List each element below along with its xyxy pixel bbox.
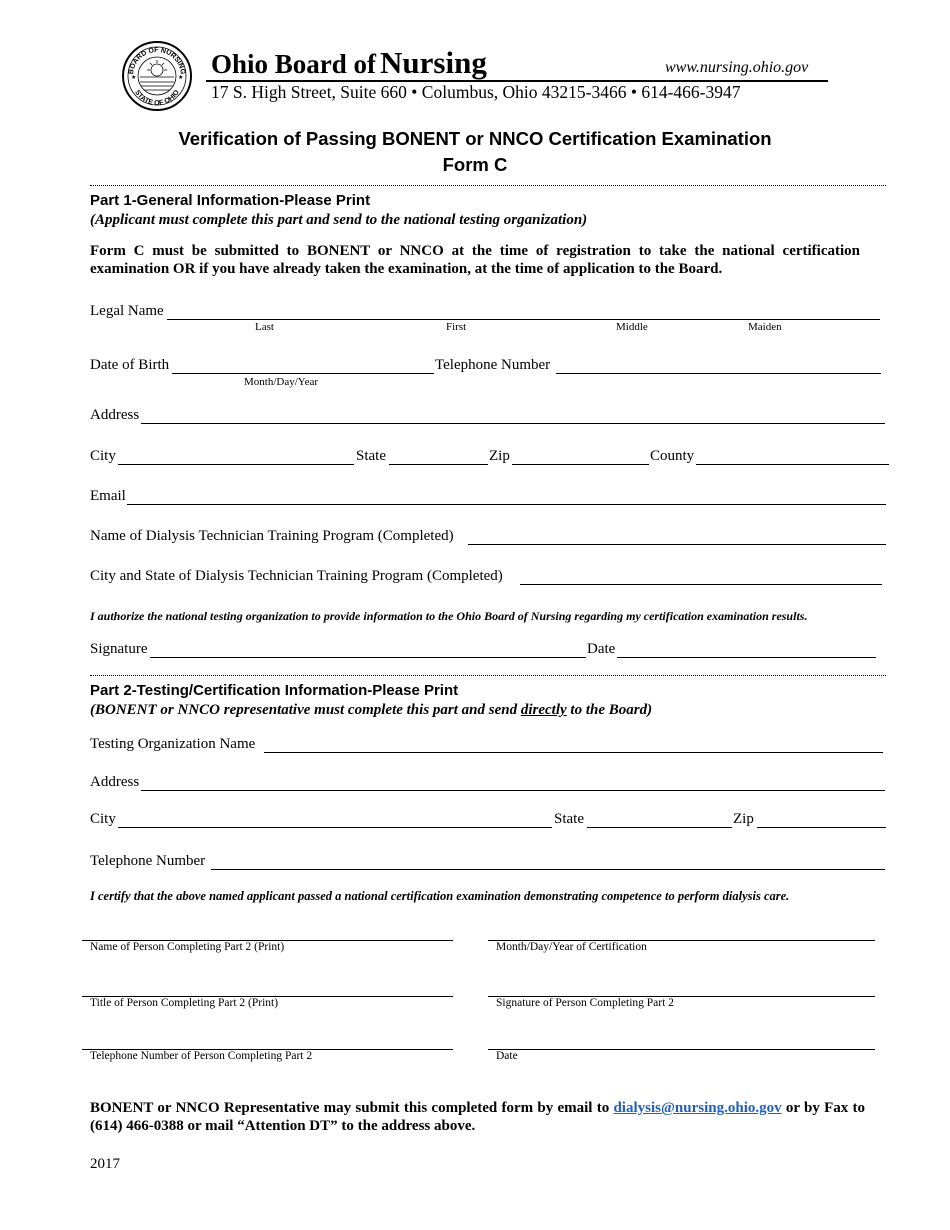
- submit-text-end: or by Fax to (614) 466-0388 or mail “Attention DT” to the address above.: [90, 1100, 866, 1134]
- address-line: [211, 82, 741, 103]
- telephone-label: Telephone Number: [435, 357, 551, 373]
- testing-org-field[interactable]: [264, 752, 883, 753]
- form-title: Verification of Passing BONENT or NNCO Certification Examination: [178, 128, 772, 149]
- org-state-label: State: [554, 811, 584, 827]
- org-city-label: City: [90, 811, 116, 827]
- signature-label: Signature: [90, 641, 148, 657]
- part2-heading: Part 2-Testing/Certification Information-Please Print: [90, 682, 459, 699]
- part2-sub-end: to the Board): [566, 702, 653, 718]
- sign-date-caption: Date: [496, 1050, 518, 1062]
- svg-text:★: ★: [131, 75, 137, 81]
- street: 17 S. High Street, Suite 660: [211, 82, 407, 102]
- org-name-last: Nursing: [380, 45, 487, 80]
- person-name-caption: Name of Person Completing Part 2 (Print): [90, 941, 285, 953]
- program-city-field[interactable]: [520, 584, 882, 585]
- legal-name-label: Legal Name: [90, 303, 164, 319]
- svg-text:BOARD OF NURSING: BOARD OF NURSING: [127, 46, 187, 75]
- email-label: Email: [90, 488, 126, 504]
- city-label: City: [90, 448, 116, 464]
- website: www.nursing.ohio.gov: [665, 59, 809, 76]
- part2-sub-directly: directly: [520, 702, 567, 718]
- legal-name-middle: Middle: [616, 321, 648, 333]
- org-telephone-label: Telephone Number: [90, 853, 206, 869]
- bullet-1: •: [411, 82, 422, 102]
- dob-format: Month/Day/Year: [244, 376, 319, 388]
- org-name-first: Ohio Board of: [211, 49, 377, 79]
- org-zip-label: Zip: [733, 811, 754, 827]
- legal-name-maiden: Maiden: [748, 321, 782, 333]
- address-field[interactable]: [141, 423, 885, 424]
- phone: 614-466-3947: [641, 82, 741, 102]
- legal-name-first: First: [446, 321, 467, 333]
- city-line: Columbus, Ohio 43215-3466: [421, 82, 627, 102]
- org-zip-field[interactable]: [757, 827, 886, 828]
- submission-instructions: [90, 1099, 865, 1135]
- bullet-2: •: [630, 82, 642, 102]
- part1-heading: Part 1-General Information-Please Print: [90, 192, 371, 209]
- person-signature-caption: Signature of Person Completing Part 2: [496, 997, 674, 1009]
- org-address-field[interactable]: [141, 790, 885, 791]
- legal-name-field[interactable]: [167, 319, 880, 320]
- part2-subheading: [90, 702, 652, 719]
- divider-top: [90, 185, 886, 186]
- legal-name-last: Last: [255, 321, 274, 333]
- part1-subheading: (Applicant must complete this part and send to the national testing organization): [90, 212, 588, 228]
- org-address-label: Address: [90, 774, 140, 790]
- svg-text:STATE OF OHIO: STATE OF OHIO: [133, 89, 181, 108]
- date-label: Date: [587, 641, 616, 657]
- email-link[interactable]: dialysis@nursing.ohio.gov: [613, 1100, 782, 1116]
- sign-date-field[interactable]: [488, 1049, 875, 1050]
- county-label: County: [650, 448, 695, 464]
- certify-statement: I certify that the above named applicant passed a national certification examination demonstrating competence to perform dialysis care.: [90, 889, 790, 903]
- org-state-field[interactable]: [587, 827, 732, 828]
- submit-text-start: BONENT or NNCO Representative may submit this completed form by email to: [90, 1100, 614, 1116]
- dob-label: Date of Birth: [90, 357, 170, 373]
- part2-sub-start: (BONENT or NNCO representative must complete this part and send: [90, 702, 521, 718]
- svg-text:★: ★: [178, 75, 184, 81]
- city-field[interactable]: [118, 464, 354, 465]
- person-title-caption: Title of Person Completing Part 2 (Print): [90, 997, 279, 1009]
- cert-date-caption: Month/Day/Year of Certification: [496, 941, 647, 953]
- org-telephone-field[interactable]: [211, 869, 885, 870]
- form-subtitle: Form C: [442, 154, 508, 175]
- program-name-label: Name of Dialysis Technician Training Program (Completed): [90, 528, 454, 544]
- dob-field[interactable]: [172, 373, 434, 374]
- email-field[interactable]: [127, 504, 886, 505]
- divider-middle: [90, 675, 886, 676]
- part1-notice: Form C must be submitted to BONENT or NNCO at the time of registration to take the national certification examination OR if you have already taken the examination, at the time of application to the Board.: [90, 243, 860, 277]
- ohio-board-seal: [121, 40, 193, 112]
- telephone-field[interactable]: [556, 373, 881, 374]
- authorization-text: I authorize the national testing organization to provide information to the Ohio Board of Nursing regarding my certification examination results.: [90, 609, 808, 623]
- signature-field[interactable]: [150, 657, 586, 658]
- zip-label: Zip: [489, 448, 510, 464]
- authorization-statement: I authorize the national testing organization to provide information to the Ohio Board of Nursing regarding my certification examination results: [90, 609, 805, 623]
- org-name: [211, 45, 487, 81]
- date-field[interactable]: [617, 657, 876, 658]
- form-year: 2017: [90, 1156, 120, 1172]
- state-label: State: [356, 448, 386, 464]
- program-name-field[interactable]: [468, 544, 886, 545]
- zip-field[interactable]: [512, 464, 649, 465]
- testing-org-label: Testing Organization Name: [90, 736, 256, 752]
- state-field[interactable]: [389, 464, 488, 465]
- county-field[interactable]: [696, 464, 889, 465]
- org-city-field[interactable]: [118, 827, 552, 828]
- address-label: Address: [90, 407, 140, 423]
- person-phone-caption: Telephone Number of Person Completing Part 2: [90, 1050, 313, 1062]
- program-city-label: City and State of Dialysis Technician Training Program (Completed): [90, 568, 503, 584]
